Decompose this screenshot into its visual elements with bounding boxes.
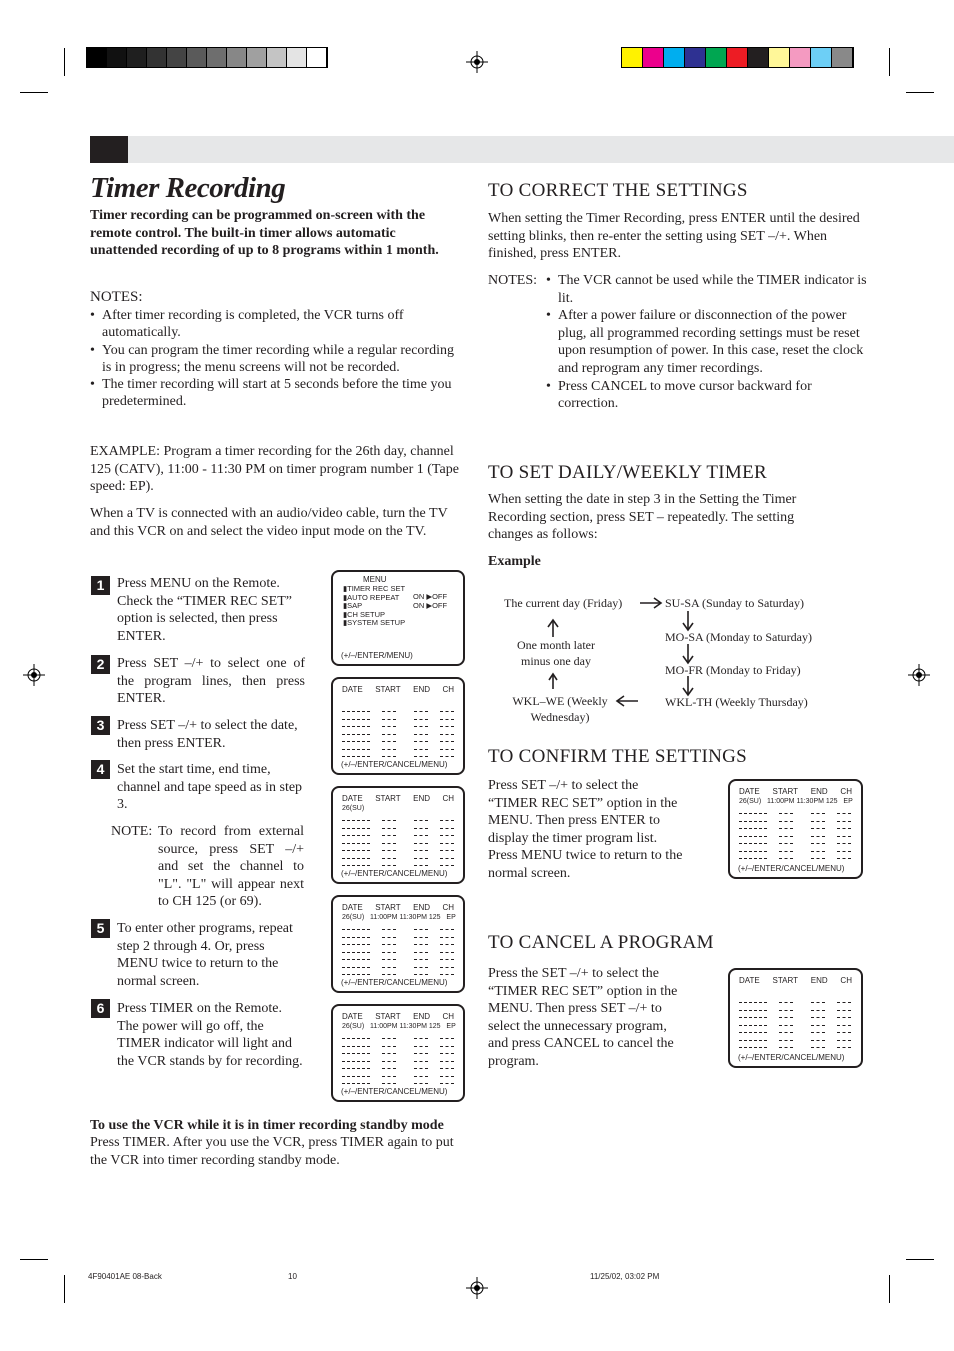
notes-heading: NOTES:: [90, 289, 143, 305]
screen-col-ch: CH: [442, 794, 454, 803]
crop-mark: [889, 48, 890, 76]
screen-col-start: START: [772, 787, 798, 796]
daily-heading: TO SET DAILY/WEEKLY TIMER: [488, 462, 767, 483]
list-item: • The VCR cannot be used while the TIMER indicator is lit.: [546, 272, 868, 307]
step-note-label: NOTE:: [111, 824, 153, 839]
flow-mo-fr: MO-FR (Monday to Friday): [665, 663, 801, 677]
on-off-option: ON ▶OFF: [413, 592, 448, 601]
crop-mark: [906, 1259, 934, 1260]
screen-col-ch: CH: [442, 685, 454, 694]
screen-col-start: START: [375, 794, 401, 803]
page-title: Timer Recording: [90, 172, 286, 204]
flow-wkl-we: WKL–WE (Weekly Wednesday): [512, 694, 608, 724]
screen-entry-row: 26(SU) 11:00PM 11:30PM 125 EP: [342, 1023, 456, 1030]
confirm-heading: TO CONFIRM THE SETTINGS: [488, 746, 748, 767]
flow-wkl-th: WKL-TH (Weekly Thursday): [665, 695, 808, 709]
timer-list-screen: [728, 779, 863, 879]
screen-col-ch: CH: [840, 976, 852, 985]
screen-col-end: END: [413, 903, 430, 912]
gray-swatch: [107, 48, 127, 67]
step-number: 2: [91, 655, 110, 674]
step-number: 3: [91, 716, 110, 735]
step-text: To enter other programs, repeat step 2 through 4. Or, press MENU twice to return to the normal screen.: [117, 921, 293, 989]
screen-blank-rows: [739, 999, 852, 1052]
color-swatch: [664, 48, 685, 67]
screen-col-end: END: [413, 794, 430, 803]
timer-list-screen: [331, 786, 465, 884]
gray-swatch: [247, 48, 267, 67]
gray-swatch: [87, 48, 107, 67]
timer-list-screen: [331, 1004, 465, 1102]
screen-footer: (+/–/ENTER/MENU): [341, 651, 413, 660]
step-text: Press SET –/+ to select the date, then press ENTER.: [117, 718, 298, 751]
registration-mark-icon: [23, 664, 45, 686]
screen-col-start: START: [772, 976, 798, 985]
standby-text: Press TIMER. After you use the VCR, press TIMER again to put the VCR into timer recording standby mode.: [90, 1135, 454, 1168]
gray-swatch: [307, 48, 327, 67]
screen-col-date: DATE: [342, 903, 363, 912]
crop-mark: [20, 92, 48, 93]
gray-calibration-bar: [86, 47, 328, 68]
color-swatch: [832, 48, 853, 67]
gray-swatch: [227, 48, 247, 67]
standby-heading: To use the VCR while it is in timer recording standby mode: [90, 1118, 444, 1133]
color-swatch: [790, 48, 811, 67]
crop-mark: [889, 1275, 890, 1303]
daily-text: When setting the date in step 3 in the Setting the Timer Recording section, press SET – repeatedly. The setting changes as follows:: [488, 492, 797, 543]
screen-col-end: END: [413, 685, 430, 694]
footer-file: 4F90401AE 08-Back: [88, 1272, 162, 1281]
daily-example-label: Example: [488, 554, 541, 569]
screen-footer: (+/–/ENTER/CANCEL/MENU): [341, 1087, 448, 1096]
step-number: 4: [91, 760, 110, 779]
screen-footer: (+/–/ENTER/CANCEL/MENU): [341, 978, 448, 987]
timer-list-screen: [728, 968, 863, 1068]
menu-item: ▮CH SETUP: [343, 609, 386, 619]
step-number: 6: [91, 999, 110, 1018]
screen-col-date: DATE: [342, 1012, 363, 1021]
screen-col-date: DATE: [739, 787, 760, 796]
color-swatch: [811, 48, 832, 67]
menu-item: ▮AUTO REPEAT: [343, 592, 400, 602]
menu-item: ▮SAP: [343, 601, 363, 610]
color-swatch: [706, 48, 727, 67]
step-number: 5: [91, 919, 110, 938]
color-swatch: [769, 48, 790, 67]
screen-col-ch: CH: [840, 787, 852, 796]
list-item: • Press CANCEL to move cursor backward for correction.: [546, 378, 868, 413]
header-tab-block: [90, 136, 128, 163]
example-paragraph: [90, 443, 462, 496]
screen-blank-rows: [342, 817, 454, 870]
gray-swatch: [187, 48, 207, 67]
footer-page: 10: [288, 1272, 297, 1281]
gray-swatch: [267, 48, 287, 67]
screen-col-end: END: [810, 976, 828, 985]
menu-screen: [331, 570, 465, 666]
timer-list-screen: [331, 677, 465, 775]
screen-entry-row: 26(SU) 11:00PM 11:30PM 125 EP: [739, 798, 853, 805]
screen-col-start: START: [375, 903, 401, 912]
confirm-text: Press SET –/+ to select the “TIMER REC SET” option in the MENU. Then press ENTER to display the timer program list. Press MENU twice to return to the normal screen.: [488, 778, 683, 881]
gray-swatch: [207, 48, 227, 67]
screen-blank-rows: [342, 926, 454, 979]
screen-col-ch: CH: [442, 903, 454, 912]
correct-heading: TO CORRECT THE SETTINGS: [488, 180, 748, 201]
gray-swatch: [287, 48, 307, 67]
color-swatch: [727, 48, 748, 67]
cancel-heading: TO CANCEL A PROGRAM: [488, 932, 714, 953]
menu-title: MENU: [363, 575, 387, 584]
screen-col-end: END: [810, 787, 828, 796]
color-swatch: [643, 48, 664, 67]
screen-entry-row: 26(SU) 11:00PM 11:30PM 125 EP: [342, 914, 456, 921]
flow-su-sa: SU-SA (Sunday to Saturday): [665, 596, 804, 610]
color-swatch: [748, 48, 769, 67]
menu-item: ▮SYSTEM SETUP: [343, 618, 406, 627]
correct-text: When setting the Timer Recording, press ENTER until the desired setting blinks, then re-enter the setting using SET –/+. When finished, press ENTER.: [488, 211, 860, 262]
screen-footer: (+/–/ENTER/CANCEL/MENU): [738, 1053, 845, 1062]
screen-entry-row: 26(SU): [342, 805, 365, 812]
header-bar: [90, 136, 954, 163]
registration-mark-icon: [908, 664, 930, 686]
menu-item: ▮TIMER REC SET: [343, 584, 406, 593]
timer-list-screen: [331, 895, 465, 993]
screen-footer: (+/–/ENTER/CANCEL/MENU): [341, 869, 448, 878]
screen-footer: (+/–/ENTER/CANCEL/MENU): [738, 864, 845, 873]
screen-col-date: DATE: [342, 685, 363, 694]
color-calibration-bar: [621, 47, 854, 68]
list-item: • You can program the timer recording while a regular recording is in progress; the menu screens will not be recorded.: [90, 342, 465, 377]
color-swatch: [622, 48, 643, 67]
screen-col-start: START: [375, 685, 401, 694]
screen-blank-rows: [739, 810, 852, 863]
color-swatch: [685, 48, 706, 67]
step-text: Press SET –/+ to select one of the program lines, then press ENTER.: [117, 656, 305, 707]
flow-mo-sa: MO-SA (Monday to Saturday): [665, 630, 812, 644]
on-off-option: ON ▶OFF: [413, 600, 448, 610]
right-notes-list: [546, 272, 868, 413]
flow-one-month: One month later minus one day: [517, 638, 595, 668]
gray-swatch: [167, 48, 187, 67]
crop-mark: [64, 48, 65, 76]
footer-date: 11/25/02, 03:02 PM: [590, 1272, 660, 1281]
step-number: 1: [91, 576, 110, 595]
crop-mark: [20, 1259, 48, 1260]
screen-blank-rows: [342, 1035, 454, 1088]
gray-swatch: [147, 48, 167, 67]
screen-col-end: END: [413, 1012, 430, 1021]
step-text: Press TIMER on the Remote. The power will go off, the TIMER indicator will light and the VCR stands by for recording.: [117, 1001, 303, 1069]
step-note: To record from external source, press SET –/+ and set the channel to "L". "L" will appear next to CH 125 (or 69).: [158, 824, 304, 910]
example-text: Program a timer recording for the 26th day, channel 125 (CATV), 11:00 - 11:30 PM on timer program number 1 (Tape speed: EP).: [90, 444, 459, 495]
crop-mark: [64, 1275, 65, 1303]
screen-col-date: DATE: [342, 794, 363, 803]
screen-blank-rows: [342, 708, 454, 761]
registration-mark-icon: [466, 1277, 488, 1299]
registration-mark-icon: [466, 51, 488, 73]
step-text: Set the start time, end time, channel and tape speed as in step 3.: [117, 762, 303, 813]
notes-list: [90, 307, 465, 411]
screen-footer: (+/–/ENTER/CANCEL/MENU): [341, 760, 448, 769]
cancel-text: Press the SET –/+ to select the “TIMER REC SET” option in the MENU. Then press SET –/+ to select the unnecessary program, and press CANCEL to cancel the program.: [488, 966, 678, 1069]
list-item: • After timer recording is completed, the VCR turns off automatically.: [90, 307, 465, 342]
screen-col-date: DATE: [739, 976, 760, 985]
screen-col-ch: CH: [442, 1012, 454, 1021]
tv-note: When a TV is connected with an audio/video cable, turn the TV and this VCR on and select the video input mode on the TV.: [90, 506, 448, 539]
intro-text: Timer recording can be programmed on-screen with the remote control. The built-in timer allows automatic unattended recording of up to 8 programs within 1 month.: [90, 208, 439, 259]
list-item: • After a power failure or disconnection of the power plug, all programmed recording settings must be reset upon resumption of power. In this case, reset the clock and reprogram any timer recordings.: [546, 307, 868, 377]
example-label: EXAMPLE:: [90, 444, 160, 459]
screen-col-start: START: [375, 1012, 401, 1021]
flow-arrows-icon: [500, 585, 700, 715]
flow-current-day: The current day (Friday): [504, 596, 623, 610]
gray-swatch: [127, 48, 147, 67]
step-text: Press MENU on the Remote. Check the “TIMER REC SET” option is selected, then press ENTER.: [117, 576, 292, 644]
notes-label: NOTES:: [488, 273, 537, 288]
crop-mark: [906, 92, 934, 93]
list-item: • The timer recording will start at 5 seconds before the time you predetermined.: [90, 376, 465, 411]
